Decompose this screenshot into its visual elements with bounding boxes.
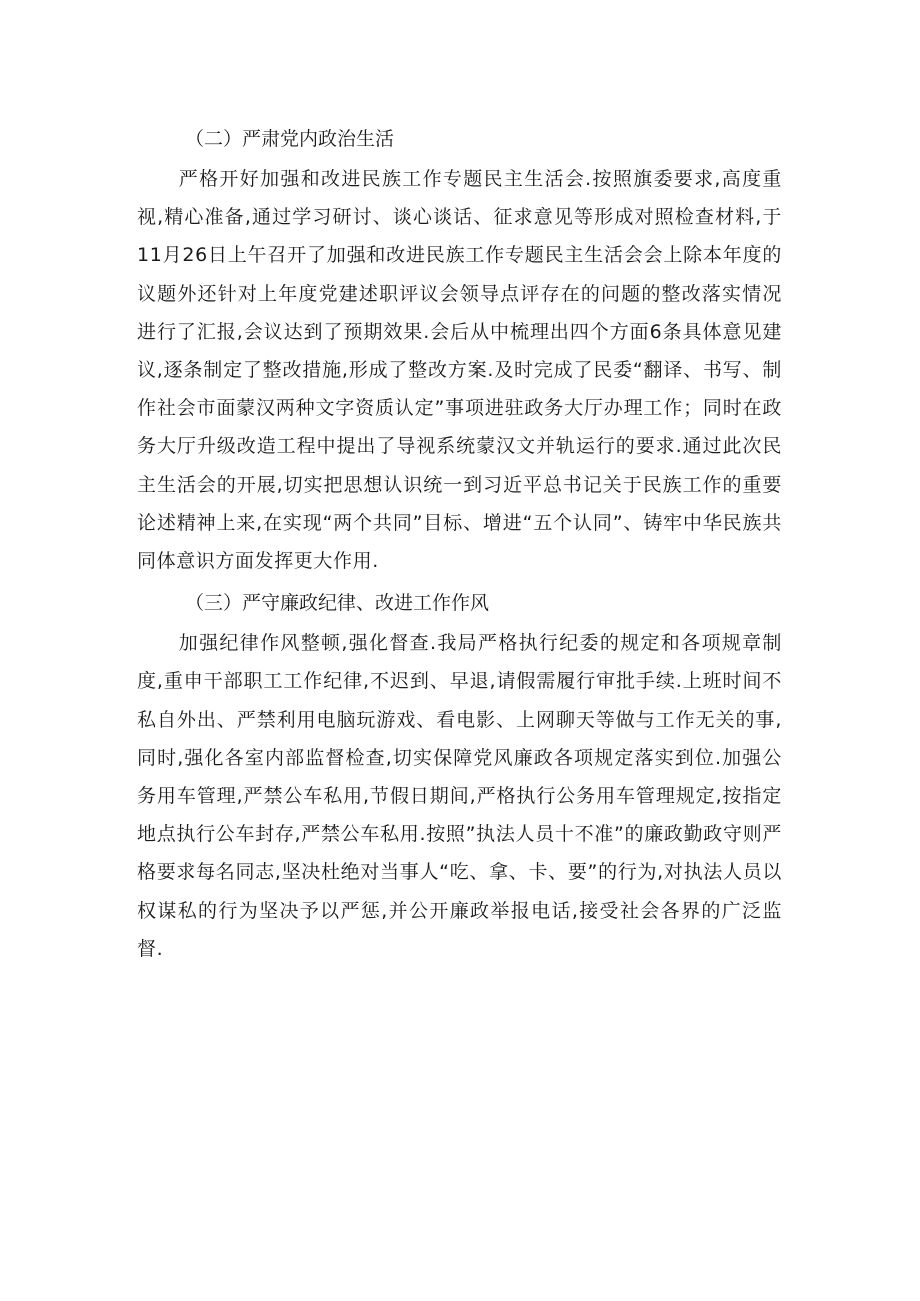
section-heading-3: （三）严守廉政纪律、改进工作作风	[185, 592, 490, 615]
section-paragraph-3: 加强纪律作风整顿,强化督查.我局严格执行纪委的规定和各项规章制度,重申干部职工工作纪律,不迟到、早退,请假需履行审批手续.上班时间不私自外出、严禁利用电脑玩游戏、看电影、上网聊天等做与工作无关的事,同时,强化各室内部监督检查,切实保障党风廉政各项规定落实到位.加强公务用车管理,严禁公车私用,节假日期间,严格执行公务用车管理规定,按指定地点执行公车封存,严禁公车私用.按照”执法人员十不准”的廉政勤政守则严格要求每名同志,坚决杜绝对当事人“吃、拿、卡、要”的行为,对执法人员以权谋私的行为坚决予以严惩,并公开廉政举报电话,接受社会各界的广泛监督.	[137, 632, 782, 960]
document-body	[137, 119, 782, 968]
section-heading-2: （二）严肃党内政治生活	[185, 128, 395, 150]
section-paragraph-2: 严格开好加强和改进民族工作专题民主生活会.按照旗委要求,高度重视,精心准备,通过学习研讨、谈心谈话、征求意见等形成对照检查材料,于11月26日上午召开了加强和改进民族工作专题民主生活会会上除本年度的议题外还针对上年度党建述职评议会领导点评存在的问题的整改落实情况进行了汇报,会议达到了预期效果.会后从中梳理出四个方面6条具体意见建议,逐条制定了整改措施,形成了整改方案.及时完成了民委“翻译、书写、制作社会市面蒙汉两种文字资质认定”事项进驻政务大厅办理工作；同时在政务大厅升级改造工程中提出了导视系统蒙汉文并轨运行的要求.通过此次民主生活会的开展,切实把思想认识统一到习近平总书记关于民族工作的重要论述精神上来,在实现“两个共同”目标、增进“五个认同”、铸牢中华民族共同体意识方面发挥更大作用.	[137, 168, 782, 573]
